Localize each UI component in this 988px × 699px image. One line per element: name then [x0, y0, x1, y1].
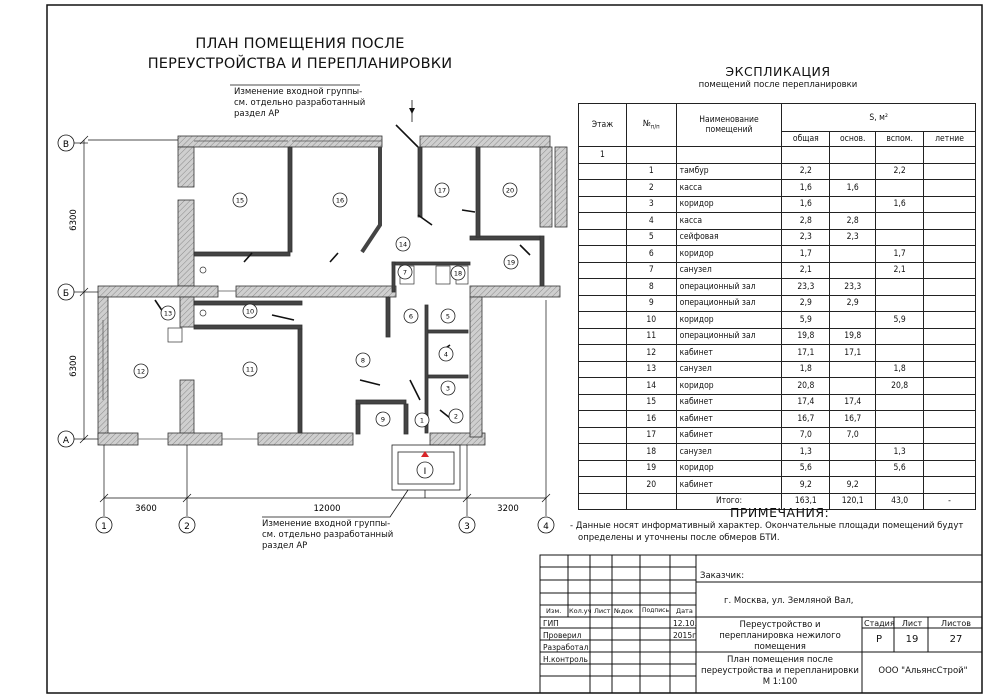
area-aux-cell: 5,9: [876, 312, 924, 329]
room-num-cell: 14: [626, 378, 676, 395]
table-row: [579, 196, 976, 213]
room-number: 8: [360, 356, 366, 365]
axis-row-leaders: [74, 143, 88, 439]
header-name: Наименование помещений: [676, 104, 782, 147]
room-name-cell: операционный зал: [676, 328, 782, 345]
area-main-cell: 16,7: [830, 411, 876, 428]
header-main: основ.: [830, 132, 876, 147]
col-head: Изм.: [546, 607, 562, 615]
empty-cell: [876, 147, 924, 164]
table-row: [579, 444, 976, 461]
area-summer-cell: [924, 180, 976, 197]
area-main-cell: 2,9: [830, 295, 876, 312]
totals-aux: 43,0: [876, 493, 924, 510]
room-name-cell: коридор: [676, 312, 782, 329]
area-main-cell: 9,2: [830, 477, 876, 494]
table-row: [579, 163, 976, 180]
room-number: 1: [419, 416, 425, 425]
area-total-cell: 17,4: [782, 394, 830, 411]
area-aux-cell: [876, 411, 924, 428]
sheet-value: 19: [905, 634, 919, 645]
area-summer-cell: [924, 229, 976, 246]
area-main-cell: [830, 312, 876, 329]
header-area: S, м²: [782, 104, 976, 132]
room-name-cell: кабинет: [676, 345, 782, 362]
col-head: Лист: [594, 607, 611, 615]
area-aux-cell: [876, 328, 924, 345]
room-number: 7: [402, 268, 408, 277]
room-num-cell: 11: [626, 328, 676, 345]
table-row: [579, 460, 976, 477]
area-main-cell: [830, 262, 876, 279]
entrance-note-top: [234, 87, 365, 120]
room-num-cell: 9: [626, 295, 676, 312]
header-summer: летние: [924, 132, 976, 147]
entrance-mark: I: [423, 467, 427, 477]
room-name-cell: санузел: [676, 361, 782, 378]
area-total-cell: 9,2: [782, 477, 830, 494]
table-row: [579, 378, 976, 395]
area-main-cell: [830, 196, 876, 213]
project-name: Переустройство и перепланировка нежилого помещения: [719, 620, 841, 652]
room-number: 4: [443, 350, 449, 359]
area-summer-cell: [924, 196, 976, 213]
empty-cell: [782, 147, 830, 164]
area-aux-cell: 1,6: [876, 196, 924, 213]
floor-cell: [579, 312, 627, 329]
area-main-cell: 23,3: [830, 279, 876, 296]
area-total-cell: 2,9: [782, 295, 830, 312]
room-num-cell: 17: [626, 427, 676, 444]
floor-cell: [579, 213, 627, 230]
area-aux-cell: 1,7: [876, 246, 924, 263]
area-total-cell: 17,1: [782, 345, 830, 362]
floor-cell: [579, 460, 627, 477]
room-name-cell: операционный зал: [676, 295, 782, 312]
room-name-cell: санузел: [676, 262, 782, 279]
area-aux-cell: 5,6: [876, 460, 924, 477]
axis-col-label: 4: [543, 522, 549, 532]
area-main-cell: [830, 361, 876, 378]
area-aux-cell: [876, 180, 924, 197]
sheets-label: Листов: [941, 619, 971, 628]
role-label: Разработал: [543, 643, 589, 652]
col-head: №док: [614, 607, 634, 615]
room-number: 11: [245, 365, 255, 374]
totals-total: 163,1: [782, 493, 830, 510]
area-main-cell: 17,1: [830, 345, 876, 362]
floor-cell: [579, 279, 627, 296]
area-main-cell: 7,0: [830, 427, 876, 444]
floor-cell: [579, 180, 627, 197]
area-total-cell: 2,1: [782, 262, 830, 279]
room-num-cell: 3: [626, 196, 676, 213]
header-floor: Этаж: [579, 104, 627, 147]
empty-cell: [676, 147, 782, 164]
room-number: 15: [235, 196, 245, 205]
table-row: [579, 361, 976, 378]
table-row: [579, 477, 976, 494]
area-summer-cell: [924, 460, 976, 477]
area-main-cell: 17,4: [830, 394, 876, 411]
room-num-cell: 16: [626, 411, 676, 428]
room-num-cell: 7: [626, 262, 676, 279]
address: г. Москва, ул. Земляной Вал,: [724, 596, 854, 606]
floor-cell: [579, 444, 627, 461]
area-aux-cell: [876, 213, 924, 230]
customer-label: Заказчик:: [700, 571, 745, 581]
room-num-cell: 15: [626, 394, 676, 411]
room-number: 5: [445, 312, 451, 321]
area-main-cell: [830, 444, 876, 461]
area-summer-cell: [924, 262, 976, 279]
axis-col-label: 1: [101, 522, 107, 532]
totals-label: Итого:: [676, 493, 782, 510]
room-number: 17: [437, 186, 447, 195]
room-number: 18: [453, 269, 463, 278]
area-aux-cell: 2,2: [876, 163, 924, 180]
area-summer-cell: [924, 378, 976, 395]
table-row: [579, 213, 976, 230]
empty-cell: [830, 147, 876, 164]
dim-vertical: 6300: [69, 209, 79, 231]
table-row: [579, 427, 976, 444]
table-row: [579, 262, 976, 279]
area-summer-cell: [924, 361, 976, 378]
room-name-cell: коридор: [676, 460, 782, 477]
area-main-cell: [830, 246, 876, 263]
area-summer-cell: [924, 477, 976, 494]
area-aux-cell: 2,1: [876, 262, 924, 279]
sheet-label: Лист: [901, 619, 923, 628]
table-row: [579, 328, 976, 345]
room-number: 3: [445, 384, 451, 393]
room-number: 14: [398, 240, 408, 249]
area-main-cell: [830, 163, 876, 180]
area-total-cell: 23,3: [782, 279, 830, 296]
floor-cell: [579, 328, 627, 345]
plan-title-line: ПЕРЕУСТРОЙСТВА И ПЕРЕПЛАНИРОВКИ: [147, 56, 453, 72]
drawing-name: План помещения после переустройства и перепланировки М 1:100: [701, 655, 859, 687]
area-total-cell: 5,6: [782, 460, 830, 477]
area-total-cell: 16,7: [782, 411, 830, 428]
note-line: см. отдельно разработанный: [234, 98, 366, 108]
area-aux-cell: [876, 279, 924, 296]
room-name-cell: кабинет: [676, 427, 782, 444]
area-main-cell: [830, 460, 876, 477]
floor-cell: [579, 394, 627, 411]
axis-col-label: 2: [184, 522, 190, 532]
area-total-cell: 19,8: [782, 328, 830, 345]
floor-cell: [579, 411, 627, 428]
notes-line: - Данные носят информативный характер. Окончательные площади помещений будут: [570, 521, 964, 531]
area-total-cell: 1,6: [782, 180, 830, 197]
axis-row-label: А: [62, 436, 70, 446]
role-label: ГИП: [543, 619, 559, 628]
room-name-cell: кабинет: [676, 394, 782, 411]
area-total-cell: 7,0: [782, 427, 830, 444]
axis-row-label: Б: [62, 289, 70, 299]
dim-horizontal: 3600: [135, 504, 157, 514]
empty-cell: [626, 147, 676, 164]
floor-cell: [579, 345, 627, 362]
room-num-cell: 5: [626, 229, 676, 246]
col-head: Дата: [676, 607, 693, 615]
area-total-cell: 1,6: [782, 196, 830, 213]
room-number: 6: [408, 312, 414, 321]
date-value: 12.10.: [673, 619, 697, 628]
dim-horizontal: 3200: [497, 504, 519, 514]
axis-row-label: В: [62, 140, 70, 150]
floor-cell: [579, 378, 627, 395]
area-aux-cell: [876, 394, 924, 411]
room-number: 20: [505, 186, 515, 195]
area-total-cell: 1,7: [782, 246, 830, 263]
floor-cell: [579, 477, 627, 494]
area-total-cell: 20,8: [782, 378, 830, 395]
area-summer-cell: [924, 394, 976, 411]
floor-cell: [579, 361, 627, 378]
area-main-cell: 19,8: [830, 328, 876, 345]
area-aux-cell: [876, 427, 924, 444]
area-summer-cell: [924, 246, 976, 263]
area-total-cell: 5,9: [782, 312, 830, 329]
table-row: [579, 394, 976, 411]
notes-text: [570, 520, 970, 544]
dim-horizontal: 12000: [313, 504, 341, 514]
area-summer-cell: [924, 213, 976, 230]
room-name-cell: кабинет: [676, 477, 782, 494]
room-name-cell: операционный зал: [676, 279, 782, 296]
table-row: [579, 411, 976, 428]
area-summer-cell: [924, 444, 976, 461]
floor-cell: 1: [579, 147, 627, 164]
sheets-value: 27: [949, 634, 963, 645]
area-total-cell: 2,8: [782, 213, 830, 230]
area-aux-cell: 20,8: [876, 378, 924, 395]
notes-line: определены и уточнены после обмеров БТИ.: [578, 533, 780, 543]
header-num: $№_{п/п}$: [626, 104, 676, 147]
header-total: общая: [782, 132, 830, 147]
area-main-cell: [830, 378, 876, 395]
dim-vertical: 6300: [69, 355, 79, 377]
note-line: см. отдельно разработанный: [262, 530, 394, 540]
walls: [98, 136, 567, 445]
floor-cell: [579, 262, 627, 279]
floor-cell: [579, 427, 627, 444]
room-num-cell: 20: [626, 477, 676, 494]
date-value: 2015г: [673, 631, 697, 640]
table-row: [579, 229, 976, 246]
room-number: 13: [163, 309, 173, 318]
room-num-cell: 8: [626, 279, 676, 296]
room-num-cell: 6: [626, 246, 676, 263]
area-main-cell: 2,3: [830, 229, 876, 246]
room-number: 2: [453, 412, 459, 421]
plan-title-line: ПЛАН ПОМЕЩЕНИЯ ПОСЛЕ: [195, 36, 405, 52]
totals-main: 120,1: [830, 493, 876, 510]
room-name-cell: коридор: [676, 196, 782, 213]
room-num-cell: 13: [626, 361, 676, 378]
room-name-cell: коридор: [676, 378, 782, 395]
area-aux-cell: 1,3: [876, 444, 924, 461]
empty-cell: [626, 493, 676, 510]
room-name-cell: касса: [676, 213, 782, 230]
room-number: 16: [335, 196, 345, 205]
room-name-cell: санузел: [676, 444, 782, 461]
area-summer-cell: [924, 295, 976, 312]
col-head: Подпись: [642, 607, 669, 614]
axis-col-label: 3: [464, 522, 470, 532]
room-num-cell: 12: [626, 345, 676, 362]
company-name: ООО "АльянсСтрой": [878, 666, 968, 676]
table-row: [579, 246, 976, 263]
empty-cell: [924, 147, 976, 164]
floor-cell: [579, 196, 627, 213]
area-total-cell: 1,3: [782, 444, 830, 461]
plan-title: [120, 34, 480, 74]
table-row: [579, 279, 976, 296]
explication-subtitle: помещений после перепланировки: [698, 80, 858, 90]
floor-cell: [579, 163, 627, 180]
totals-summer: -: [924, 493, 976, 510]
room-number: 9: [380, 415, 386, 424]
note-line: Изменение входной группы-: [234, 87, 363, 97]
note-line: Изменение входной группы-: [262, 519, 391, 529]
room-num-cell: 19: [626, 460, 676, 477]
area-summer-cell: [924, 411, 976, 428]
area-summer-cell: [924, 345, 976, 362]
note-line: раздел АР: [262, 541, 308, 551]
notes-title: ПРИМЕЧАНИЯ:: [730, 505, 830, 520]
room-num-cell: 4: [626, 213, 676, 230]
room-name-cell: кабинет: [676, 411, 782, 428]
table-row: [579, 295, 976, 312]
floor-cell: [579, 229, 627, 246]
room-number: 10: [245, 307, 255, 316]
area-aux-cell: [876, 229, 924, 246]
area-summer-cell: [924, 312, 976, 329]
room-name-cell: сейфовая: [676, 229, 782, 246]
area-summer-cell: [924, 427, 976, 444]
floor-cell: [579, 295, 627, 312]
area-total-cell: 1,8: [782, 361, 830, 378]
room-num-cell: 18: [626, 444, 676, 461]
room-name-cell: касса: [676, 180, 782, 197]
header-aux: вспом.: [876, 132, 924, 147]
role-label: Н.контроль: [543, 655, 588, 664]
room-name-cell: тамбур: [676, 163, 782, 180]
area-total-cell: 2,3: [782, 229, 830, 246]
entrance-note-bottom: [262, 519, 393, 552]
room-number: 12: [136, 367, 146, 376]
room-num-cell: 2: [626, 180, 676, 197]
table-row: [579, 345, 976, 362]
room-num-cell: 10: [626, 312, 676, 329]
room-number: 19: [506, 258, 516, 267]
area-aux-cell: [876, 345, 924, 362]
area-total-cell: 2,2: [782, 163, 830, 180]
area-main-cell: 1,6: [830, 180, 876, 197]
area-main-cell: 2,8: [830, 213, 876, 230]
explication-title: ЭКСПЛИКАЦИЯ: [725, 64, 831, 79]
area-aux-cell: [876, 295, 924, 312]
area-aux-cell: [876, 477, 924, 494]
stage-label: Стадия: [864, 619, 895, 628]
stage-value: Р: [875, 634, 883, 645]
role-label: Проверил: [543, 631, 582, 640]
table-row: [579, 180, 976, 197]
area-summer-cell: [924, 279, 976, 296]
note-line: раздел АР: [234, 109, 280, 119]
floor-cell: [579, 246, 627, 263]
explication-table: [578, 103, 976, 510]
area-summer-cell: [924, 163, 976, 180]
table-row: [579, 312, 976, 329]
room-name-cell: коридор: [676, 246, 782, 263]
floor-cell: [579, 493, 627, 510]
col-head: Кол.уч: [569, 607, 592, 615]
area-summer-cell: [924, 328, 976, 345]
room-num-cell: 1: [626, 163, 676, 180]
area-aux-cell: 1,8: [876, 361, 924, 378]
table-row: [579, 147, 976, 164]
